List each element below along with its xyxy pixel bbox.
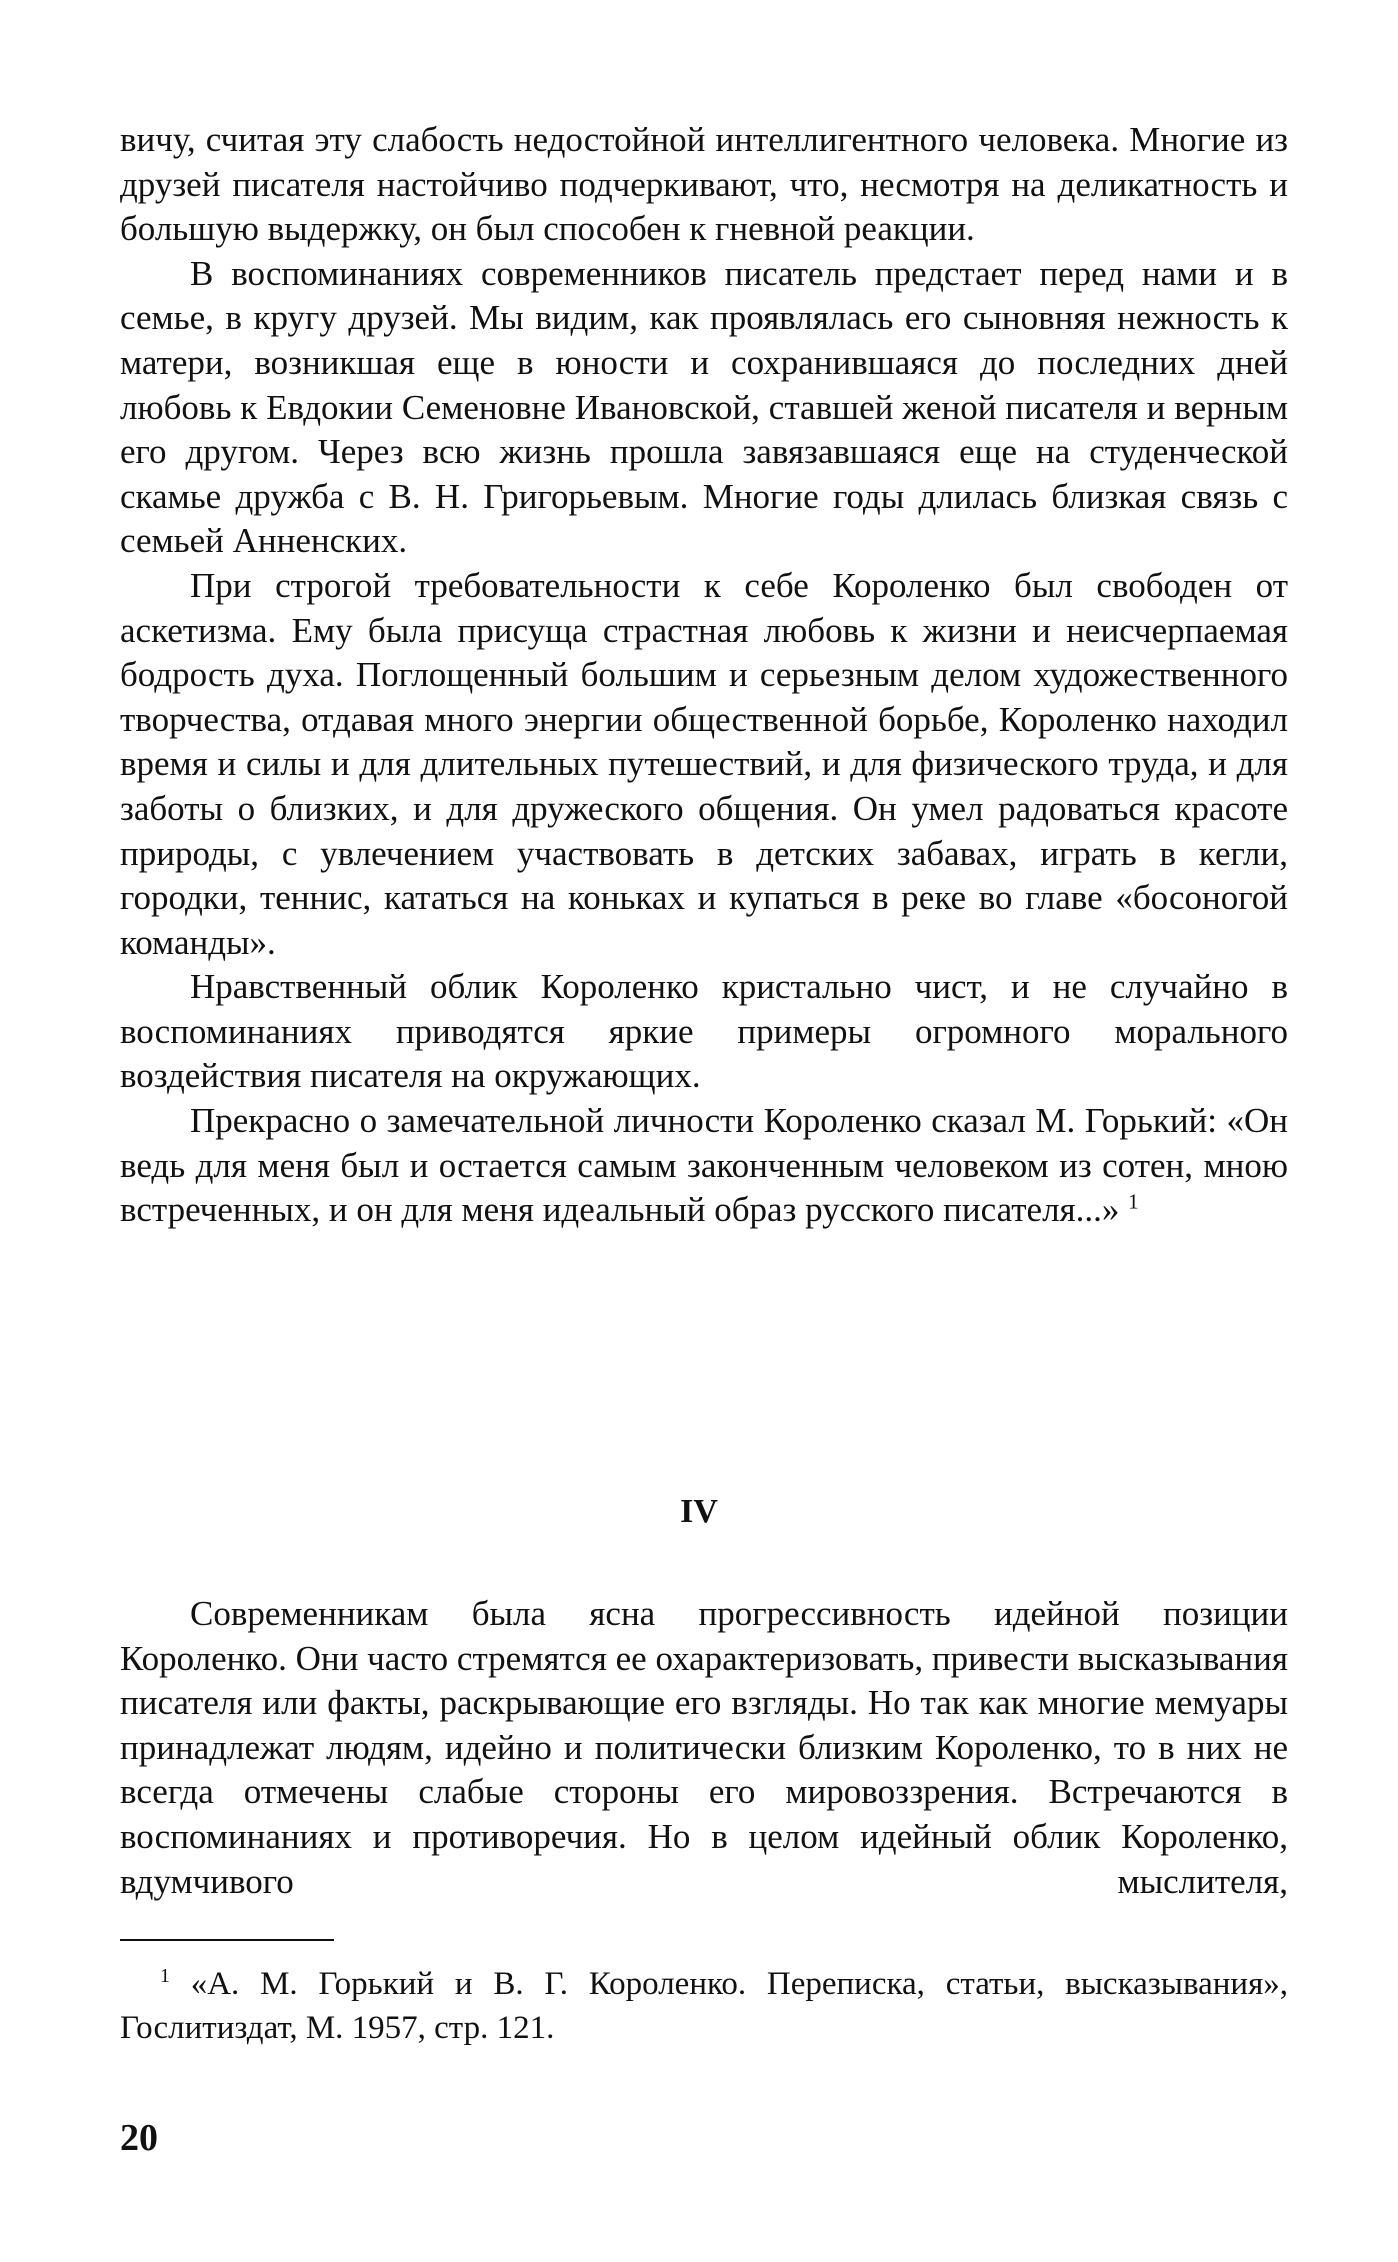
page-number: 20 (120, 2117, 158, 2159)
body-text-bottom (120, 1592, 1288, 1904)
paragraph: Нравственный облик Короленко кристально чист, и не случайно в воспоминаниях приводятся яркие примеры огромного морального воздействия писателя на окружающих. (120, 967, 1288, 1096)
body-text-top (120, 118, 1288, 1233)
paragraph-with-footnote (120, 1099, 1288, 1233)
paragraph: При строгой требовательности к себе Короленко был свободен от аскетизма. Ему была присуща страстная любовь к жизни и неисчерпаемая бодрость духа. Поглощенный большим и серьезным делом художественного творчества, отдавая много энергии общественной борьбе, Короленко находил время и силы и для длительных путешествий, и для физического труда, и для заботы о близких, и для дружеского общения. Он умел радоваться красоте природы, с увлечением участвовать в детских забавах, играть в кегли, городки, теннис, кататься на коньках и купаться в реке во главе «босоногой команды». (120, 565, 1288, 962)
footnote-marker: 1 (160, 1965, 170, 1987)
footnote-divider (120, 1939, 334, 1941)
footnote-reference: 1 (1128, 1189, 1139, 1214)
footnote (120, 1962, 1288, 2050)
paragraph-text: Прекрасно о замечательной личности Короленко сказал М. Горький: «Он ведь для меня был и остается самым законченным человеком из сотен, мною встреченных, и он для меня идеальный образ русского писателя...» (120, 1101, 1288, 1230)
paragraph: вичу, считая эту слабость недостойной интеллигентного человека. Многие из друзей писателя настойчиво подчеркивают, что, несмотря на деликатность и большую выдержку, он был способен к гневной реакции. (120, 120, 1288, 249)
paragraph: В воспоминаниях современников писатель предстает перед нами и в семье, в кругу друзей. Мы видим, как проявлялась его сыновняя нежность к матери, возникшая еще в юности и сохранившаяся до последних дней любовь к Евдокии Семеновне Ивановской, ставшей женой писателя и верным его другом. Через всю жизнь прошла завязавшаяся еще на студенческой скамье дружба с В. Н. Григорьевым. Многие годы длилась близкая связь с семьей Анненских. (120, 253, 1288, 561)
footnote-text: «А. М. Горький и В. Г. Короленко. Переписка, статьи, высказывания», Гослитиздат, М. 1957, стр. 121. (120, 1966, 1288, 2046)
section-heading: IV (680, 1493, 718, 1530)
paragraph: Современникам была ясна прогрессивность идейной позиции Короленко. Они часто стремятся ее охарактеризовать, привести высказывания писателя или факты, раскрывающие его взгляды. Но так как многие мемуары принадлежат людям, идейно и политически близким Короленко, то в них не всегда отмечены слабые стороны его мировоззрения. Встречаются в воспоминаниях и противоречия. Но в целом идейный облик Короленко, вдумчивого мыслителя, (120, 1594, 1288, 1901)
